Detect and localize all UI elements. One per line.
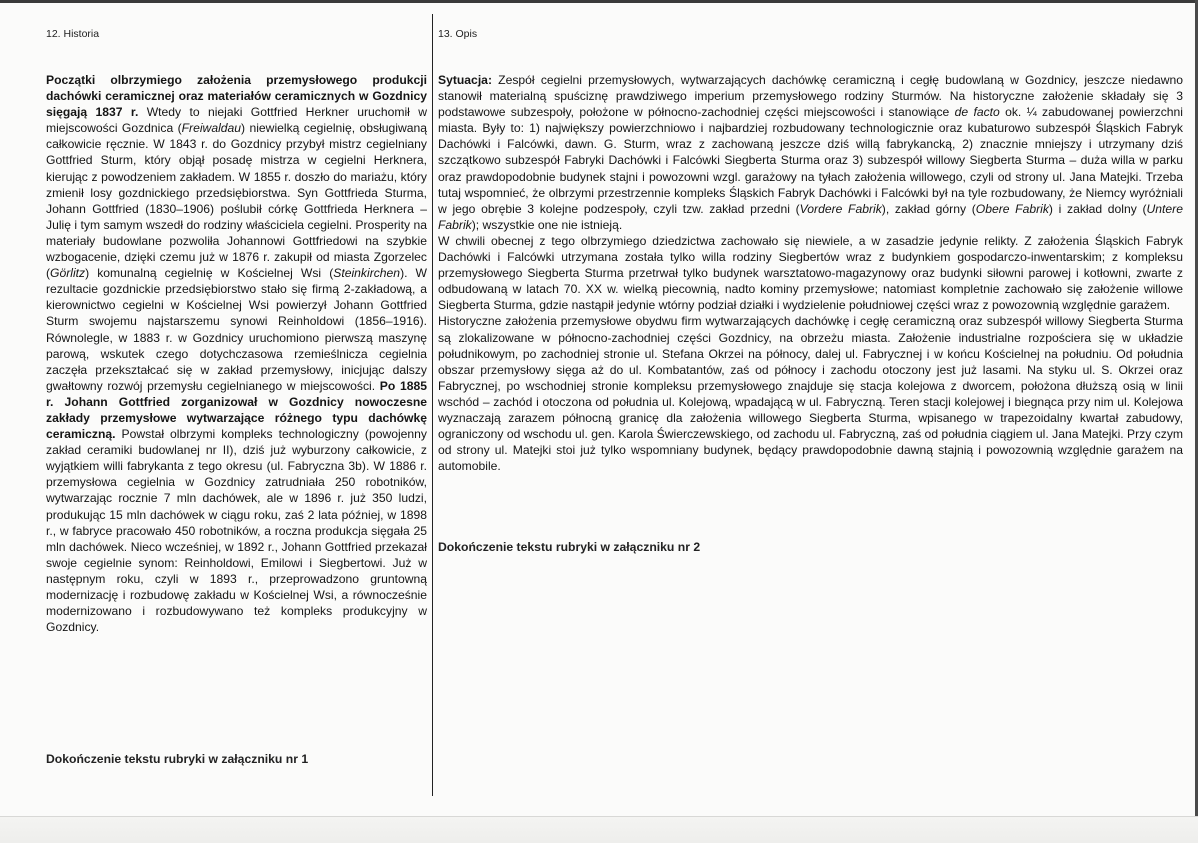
- historia-title: Początki olbrzymiego założenia przemysłowego produkcji dachówki ceramicznej oraz materiałów ceramicznych w Gozdnicy sięgają 1837 r.: [46, 73, 427, 120]
- opis-italic-3: Obere Fabrik: [975, 201, 1049, 216]
- section-heading-historia: 12. Historia: [46, 28, 100, 40]
- historia-italic-2: Görlitz: [50, 266, 86, 281]
- column-divider: [432, 14, 433, 796]
- opis-label: Sytuacja:: [438, 73, 492, 87]
- historia-text-4: ). W rezultacie gozdnickie przedsiębiorstwo stało się firmą 2-zakładową, a kierownictwo cegielni w Kościelnej Wsi powierzył Johann Gottfried Sturm swojemu najstarszemu synowi Reinholdowi (1856–1916). Równolegle, w 1883 r. w Gozdnicy uruchomiono pierwszą maszynę parową, wskutek czego dotychczasowa rzemieślnicza cegielnia zaczęła przekształcać się w zakład przemysłowy, inicjując dalszy gwałtowny rozwój przemysłu cegielnianego w miejscowości.: [46, 266, 428, 393]
- opis-italic-1: de facto: [954, 105, 1000, 120]
- opis-text-1b: ok. ¼ zabudowanej powierzchni miasta. Były to: 1) największy powierzchniowo i najbardziej rozbudowany technologicznie oraz kubaturowo subzespół Śląskich Fabryk Dachówki i Falcówki, dawn. G. Sturm, wraz z zachowaną jeszcze dziś willą fabrykancką, 2) znacznie mniejszy i utrzymany dziś szczątkowo subzespół Fabryki Dachówki i Falcówki Siegberta Sturma oraz 3) subzespół willowy Siegberta Sturma – duża willa w parku oraz prawdopodobnie budynek stajni i powozowni wzgl. garażowy na tyłach założenia willowego, czyli od strony ul. Jana Matejki. Trzeba tutaj wspomnieć, że olbrzymi przestrzennie kompleks Śląskich Fabryk Dachówki i Falcówki był na tyle rozbudowany, że Niemcy wyróżniali w jego obrębie 3 kolejne podzespoły, czyli tzw. zakład przedni (: [438, 105, 1183, 216]
- opis-footnote: Dokończenie tekstu rubryki w załączniku nr 2: [438, 540, 701, 554]
- opis-column: [438, 72, 1183, 474]
- opis-paragraph-1: [438, 72, 1183, 233]
- historia-paragraph: [46, 72, 427, 635]
- historia-text-5: Powstał olbrzymi kompleks technologiczny (powojenny zakład ceramiki budowlanej nr II), dziś już wyburzony całkowicie, z wyjątkiem willi fabrykanta z tego okresu (ul. Fabryczna 3b). W 1886 r. przemysłowa cegielnia w Gozdnicy zatrudniała 250 robotników, wytwarzając rocznie 7 mln dachówek, ale w 1896 r. już 350 ludzi, produkując 15 mln dachówek w ciągu roku, zaś 2 lata później, w 1898 r., w fabryce pracowało 450 robotników, a roczna produkcja sięgała 25 mln dachówek. Nieco wcześniej, w 1892 r., Johann Gottfried przekazał swoje cegielnie synom: Reinholdowi, Emilowi i Siegbertowi. Już w następnym roku, czyli w 1893 r., przeprowadzono gruntowną modernizację i rozbudowę zakładu w Kościelnej Wsi, a równocześnie modernizowano i rozbudowywano też kompleks produkcyjny w Gozdnicy.: [46, 427, 427, 635]
- historia-bold-2: Po 1885 r. Johann Gottfried zorganizował w Gozdnicy nowoczesne zakłady przemysłowe wytwarzające różnego typu dachówkę ceramiczną.: [46, 378, 427, 442]
- scan-edge-bottom: [0, 816, 1198, 843]
- historia-column: [46, 72, 427, 635]
- opis-paragraph-2: W chwili obecnej z tego olbrzymiego dziedzictwa zachowało się niewiele, a w zasadzie jedynie relikty. Z założenia Śląskich Fabryk Dachówki i Falcówki utrzymana została tylko willa rodziny Siegbertów wraz z budynkiem gospodarczo-inwentarskim; z kompleksu przemysłowego Siegberta Sturma przetrwał tylko budynek warsztatowo-magazynowy oraz budynki siłowni parowej i kotłowni, zwarte z odbudowaną w latach 70. XX w. wielką piecownią, nadto kominy przemysłowe; natomiast kompletnie zachowało się założenie willowe Siegberta Sturma, gdzie nastąpił jedynie wtórny podział działki i wydzielenie południowej części wraz z powozownią względnie garażem.: [438, 233, 1183, 313]
- opis-text-1a: Zespół cegielni przemysłowych, wytwarzających dachówkę ceramiczną i cegłę budowlaną w Gozdnicy, jeszcze niedawno stanowił materialną spuściznę prawdziwego imperium przemysłowego rodziny Sturmów. Na historyczne założenie składały się 3 podstawowe subzespoły, położone w północno-zachodniej części miejscowości i stanowiące: [438, 73, 1183, 120]
- historia-italic-3: Steinkirchen: [333, 266, 401, 281]
- opis-text-1d: ) i zakład dolny (: [1048, 201, 1147, 216]
- historia-footnote: Dokończenie tekstu rubryki w załączniku nr 1: [46, 752, 309, 766]
- scan-edge-top: [0, 0, 1198, 3]
- historia-text-3: ) komunalną cegielnię w Kościelnej Wsi (: [85, 266, 334, 281]
- opis-italic-2: Vordere Fabrik: [799, 201, 882, 216]
- historia-italic-1: Freiwaldau: [181, 121, 242, 136]
- historia-text-1: Wtedy to niejaki Gottfried Herkner uruchomił w miejscowości Gozdnica (: [46, 105, 427, 136]
- opis-italic-4: Untere Fabrik: [438, 201, 1183, 232]
- historia-text-2: ) niewielką cegielnię, obsługiwaną całkowicie ręcznie. W 1843 r. do Gozdnicy przybył mistrz cegielniany Gottfried Sturm, który objął posadę mistrza w cegielni Herknera, kierując z powodzeniem zakładem. W 1855 r. doszło do mariażu, który zmienił losy gozdnickiego przedsiębiorstwa. Syn Gottfrieda Sturma, Johann Gottfried (1830–1906) poślubił córkę Gottfrieda Herknera – Julię i tym samym wszedł do rodziny właściciela cegielni. Prosperity na materiały budowlane pozwoliła Johannowi Gottfriedowi na szybkie wzbogacenie, dzięki czemu już w 1876 r. zakupił od miasta Zgorzelec (: [46, 121, 427, 281]
- opis-text-1e: ); wszystkie one nie istnieją.: [471, 217, 623, 232]
- opis-paragraph-3: Historyczne założenia przemysłowe obydwu firm wytwarzających dachówkę i cegłę ceramiczną oraz subzespół willowy Siegberta Sturma są zlokalizowane w północno-zachodniej części Gozdnicy, na obrzeżu miasta. Założenie industrialne rozpościera się w układzie południkowym, po zachodniej stronie ul. Stefana Okrzei na północy, dalej ul. Fabrycznej i w końcu Kościelnej na południu. Od południa obszar przemysłowy sięga aż do ul. Kombatantów, zaś od północy i zachodu otoczony jest już lasami. Na styku ul. S. Okrzei oraz Fabrycznej, po wschodniej stronie kompleksu przemysłowego znajduje się stacja kolejowa z dworcem, położona dłuższą osią w linii wschód – zachód i otoczona od południa ul. Kolejową, wpadającą w ul. Fabryczną. Teren stacji kolejowej i biegnąca przy nim ul. Kolejowa wyznaczają zarazem północną granicę dla założenia willowego Siegberta Sturma, wpisanego w trapezoidalny kwartał zabudowy, ograniczony od wschodu ul. gen. Karola Świerczewskiego, od zachodu ul. Fabryczną, zaś od południa ciągiem ul. Jana Matejki. Przy czym od strony ul. Matejki stoi już tylko wspomniany budynek, będący prawdopodobnie dawną stajnią i powozownią względnie garażem na automobile.: [438, 314, 1184, 474]
- opis-text-1c: ), zakład górny (: [881, 201, 976, 216]
- section-heading-opis: 13. Opis: [438, 28, 478, 40]
